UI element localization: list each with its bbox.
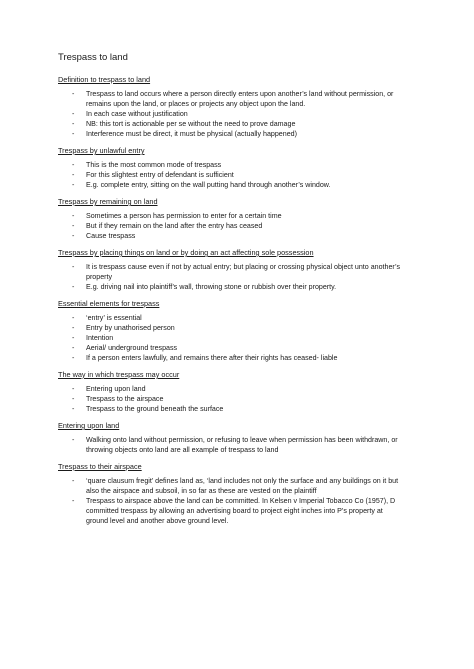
list-item: - E.g. driving nail into plaintiff’s wall, throwing stone or rubbish over their property. [86,282,406,292]
list-item: - ‘entry’ is essential [86,313,406,323]
section-heading: Trespass by unlawful entry [58,146,145,155]
section-heading: Trespass to their airspace [58,462,142,471]
sections-container [58,75,406,526]
list-item: - Cause trespass [86,231,406,241]
list-item: - E.g. complete entry, sitting on the wall putting hand through another’s window. [86,180,406,190]
section [58,421,406,455]
list-item: - Trespass to airspace above the land can be committed. In Kelsen v Imperial Tobacco Co (1957), D committed trespass by allowing an advertising board to project eight inches into P’s property at ground level and another above ground level. [86,496,406,526]
section-heading: Essential elements for trespass [58,299,160,308]
list-item: - In each case without justification [86,109,406,119]
section [58,299,406,363]
list-item: - Sometimes a person has permission to enter for a certain time [86,211,406,221]
bullet-list [58,384,406,414]
bullet-list [58,313,406,363]
list-item: - Trespass to land occurs where a person directly enters upon another’s land without permission, or remains upon the land, or places or projects any object upon the land. [86,89,406,109]
list-item: - It is trespass cause even if not by actual entry; but placing or crossing physical object unto another’s property [86,262,406,282]
section-heading: Definition to trespass to land [58,75,151,84]
list-item: - But if they remain on the land after the entry has ceased [86,221,406,231]
bullet-list [58,211,406,241]
list-item: - ‘quare clausum fregit’ defines land as, ‘land includes not only the surface and any buildings on it but also the airspace and subsoil, in so far as these are vested on the plaintiff [86,476,406,496]
list-item: - Aerial/ underground trespass [86,343,406,353]
bullet-list [58,435,406,455]
section [58,146,406,190]
bullet-list [58,262,406,292]
list-item: - Entering upon land [86,384,406,394]
list-item: - Walking onto land without permission, or refusing to leave when permission has been withdrawn, or throwing objects onto land are all example of trespass to land [86,435,406,455]
section [58,75,406,139]
section-heading: Trespass by placing things on land or by doing an act affecting sole possession [58,248,314,257]
list-item: - Trespass to the ground beneath the surface [86,404,406,414]
bullet-list [58,476,406,526]
section [58,248,406,292]
list-item: - Trespass to the airspace [86,394,406,404]
bullet-list [58,160,406,190]
list-item: - For this slightest entry of defendant is sufficient [86,170,406,180]
list-item: - If a person enters lawfully, and remains there after their rights has ceased- liable [86,353,406,363]
section-heading: Entering upon land [58,421,120,430]
list-item: - Entry by unathorised person [86,323,406,333]
section-heading: Trespass by remaining on land [58,197,158,206]
section-heading: The way in which trespass may occur [58,370,180,379]
list-item: - NB: this tort is actionable per se without the need to prove damage [86,119,406,129]
section [58,462,406,526]
list-item: - This is the most common mode of trespass [86,160,406,170]
section [58,370,406,414]
bullet-list [58,89,406,139]
list-item: - Intention [86,333,406,343]
section [58,197,406,241]
list-item: - Interference must be direct, it must be physical (actually happened) [86,129,406,139]
document-title: Trespass to land [58,52,128,63]
